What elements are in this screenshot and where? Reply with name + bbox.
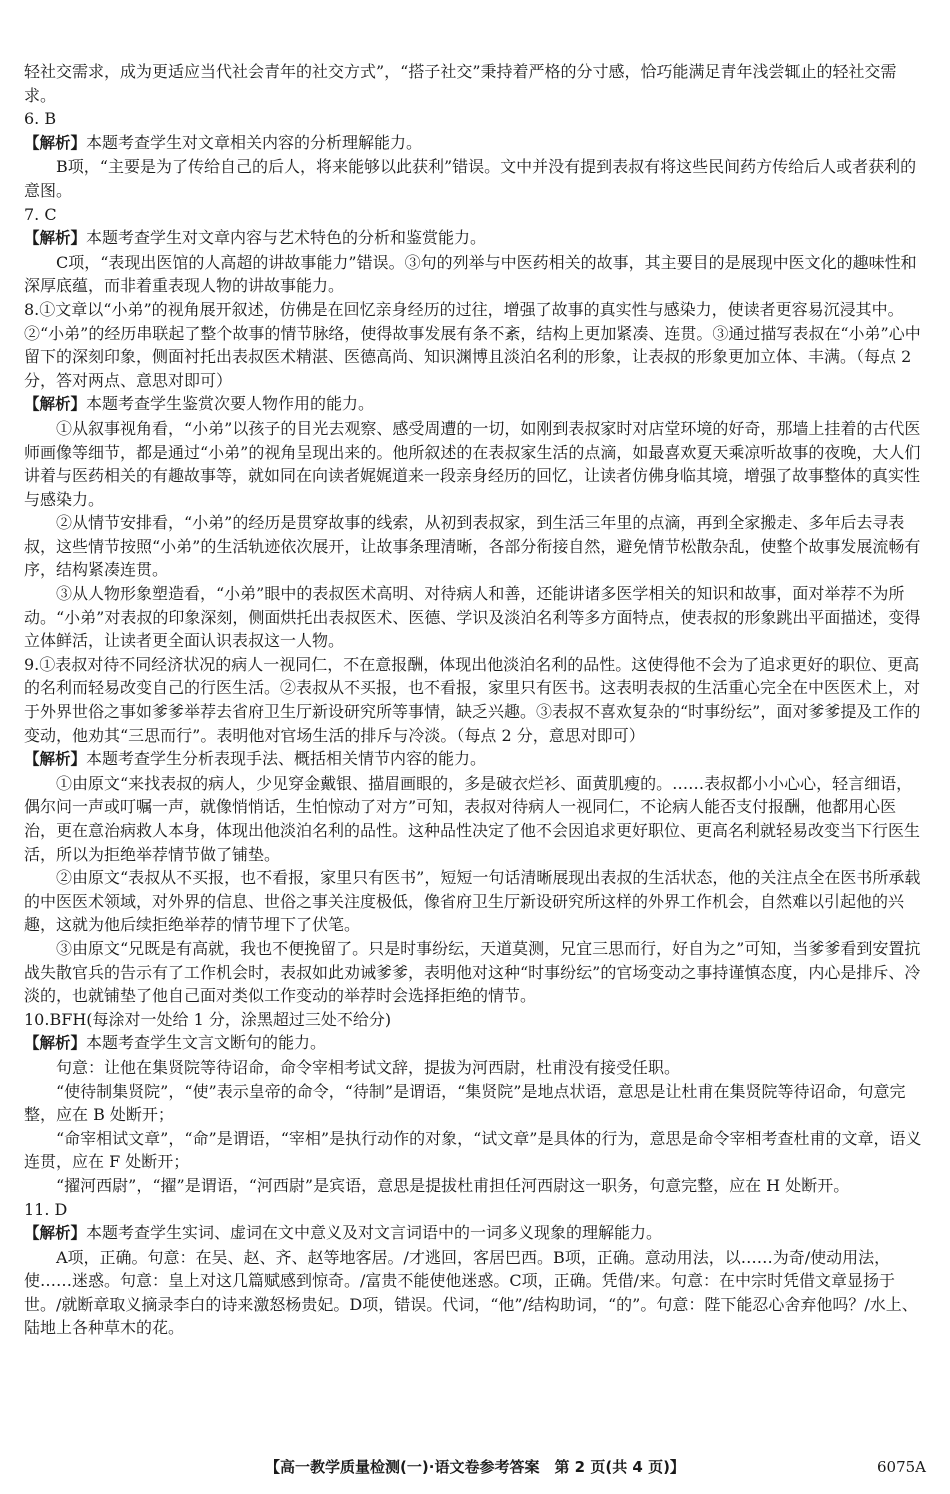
analysis-paragraph: B项，“主要是为了传给自己的后人，将来能够以此获利”错误。文中并没有提到表叔有将这些民间药方传给后人或者获利的意图。 xyxy=(24,157,917,200)
footer-code: 6075A xyxy=(876,1458,926,1476)
footer-title: 【高一教学质量检测(一)·语文卷参考答案 第 2 页(共 4 页)】 xyxy=(265,1458,685,1476)
analysis-paragraph: C项，“表现出医馆的人高超的讲故事能力”错误。③句的列举与中医药相关的故事，其主要目的是展现中医文化的趣味性和深厚底蕴，而非着重表现人物的讲故事能力。 xyxy=(24,252,917,296)
analysis-paragraph: A项，正确。句意：在吴、赵、齐、赵等地客居。/才逃回，客居巴西。B项，正确。意动用法，以……为奇/使动用法，使……迷惑。句意：皇上对这几篇赋感到惊奇。/富贵不能使他迷惑。C项，正确。凭借/来。句意：在中宗时凭借文章显扬于世。/就断章取义摘录李白的诗来激怒杨贵妃。D项，错误。代词，“他”/结构助词，“的”。句意：陛下能忍心舍弃他吗？/水上、陆地上各种草木的花。 xyxy=(24,1247,918,1338)
analysis-paragraph: “使待制集贤院”，“使”表示皇帝的命令，“待制”是谓语，“集贤院”是地点状语，意思是让杜甫在集贤院等待诏命，句意完整，应在 B 处断开； xyxy=(24,1081,906,1125)
analysis-label: 【解析】 xyxy=(24,133,87,152)
analysis-intro xyxy=(24,226,928,251)
analysis-paragraph: ③从人物形象塑造看，“小弟”眼中的表叔医术高明、对待病人和善，还能讲诸多医学相关的知识和故事，面对举荐不为所动。“小弟”对表叔的印象深刻，侧面烘托出表叔医术、医德、学识及淡泊名利等多方面特点，使表叔的形象跳出平面描述，变得立体鲜活，让读者更全面认识表叔这一人物。 xyxy=(24,584,921,651)
question-6 xyxy=(24,107,928,202)
answer-paragraph xyxy=(24,298,928,392)
analysis-text: 本题考查学生对文章相关内容的分析理解能力。 xyxy=(86,132,423,152)
question-number: 8. xyxy=(24,299,40,319)
analysis-intro xyxy=(24,131,928,156)
analysis-paragraph: ②由原文“表叔从不买报，也不看报，家里只有医书”，短短一句话清晰展现出表叔的生活状态，他的关注点全在医书所承载的中医医术领域，对外界的信息、世俗之事关注度极低，像省府卫生厅新设研究所这样的外界工作机会，自然难以引起他的兴趣，这就为他后续拒绝举荐的情节埋下了伏笔。 xyxy=(24,868,921,935)
question-number: 6. B xyxy=(24,109,57,129)
question-number: 9. xyxy=(24,654,40,674)
question-8 xyxy=(24,298,928,653)
analysis-text: 本题考查学生鉴赏次要人物作用的能力。 xyxy=(86,394,375,414)
analysis-text: 本题考查学生实词、虚词在文中意义及对文言词语中的一词多义现象的理解能力。 xyxy=(86,1223,663,1243)
page-footer xyxy=(0,1456,950,1480)
answer-paragraph xyxy=(24,653,928,747)
analysis-label: 【解析】 xyxy=(24,750,87,769)
analysis-paragraph: “擢河西尉”，“擢”是谓语，“河西尉”是宾语，意思是提拔杜甫担任河西尉这一职务，句意完整，应在 H 处断开。 xyxy=(56,1175,850,1195)
question-9 xyxy=(24,653,928,1008)
analysis-paragraph: ①由原文“来找表叔的病人，少见穿金戴银、描眉画眼的，多是破衣烂衫、面黄肌瘦的。……表叔都小小心心，轻言细语，偶尔问一声或叮嘱一声，就像悄悄话，生怕惊动了对方”可知，表叔对待病人一视同仁，不论病人能否支付报酬，他都用心医治，更在意治病救人本身，体现出他淡泊名利的品性。这种品性决定了他不会因追求更好职位、更高名利就轻易改变当下行医生活，所以为拒绝举荐情节做了铺垫。 xyxy=(24,773,921,864)
analysis-paragraph: ③由原文“兄既是有高就，我也不便挽留了。只是时事纷纭，天道莫测，兄宜三思而行，好自为之”可知，当爹爹看到安置抗战失散官兵的告示有了工作机会时，表叔如此劝诫爹爹，表明他对这种“时事纷纭”的官场变动之事持谨慎态度，内心是排斥、冷淡的，也就铺垫了他自己面对类似工作变动的举荐时会选择拒绝的情节。 xyxy=(24,938,921,1006)
analysis-intro xyxy=(24,1221,928,1246)
analysis-intro xyxy=(24,1031,928,1056)
analysis-text: 本题考查学生对文章内容与艺术特色的分析和鉴赏能力。 xyxy=(86,228,487,248)
answer-paragraph xyxy=(24,1008,928,1032)
question-10 xyxy=(24,1008,928,1198)
answer-text: BFH(每涂对一处给 1 分，涂黑超过三处不给分) xyxy=(49,1009,392,1029)
question-number: 10. xyxy=(24,1009,50,1029)
analysis-text: 本题考查学生文言文断句的能力。 xyxy=(86,1033,327,1053)
question-11 xyxy=(24,1198,928,1341)
analysis-paragraph: 句意：让他在集贤院等待诏命，命令宰相考试文辞，提拔为河西尉，杜甫没有接受任职。 xyxy=(56,1057,681,1077)
question-number: 11. D xyxy=(24,1199,68,1219)
analysis-paragraph: ①从叙事视角看，“小弟”以孩子的目光去观察、感受周遭的一切，如刚到表叔家时对店堂环境的好奇，那墙上挂着的古代医师画像等细节，都是通过“小弟”的视角呈现出来的。他所叙述的在表叔家生活的点滴，如最喜欢夏天乘凉听故事的夜晚，大人们讲着与医药相关的有趣故事等，就如同在向读者娓娓道来一段亲身经历的回忆，让读者仿佛身临其境，增强了故事整体的真实性与感染力。 xyxy=(24,418,921,509)
analysis-intro xyxy=(24,392,928,417)
analysis-label: 【解析】 xyxy=(24,1224,87,1243)
analysis-label: 【解析】 xyxy=(24,229,87,248)
answer-text: ①表叔对待不同经济状况的病人一视同仁，不在意报酬，体现出他淡泊名利的品性。这使得他不会为了追求更好的职位、更高的名利而轻易改变自己的行医生活。②表叔从不买报，也不看报，家里只有医书。这表明表叔的生活重心完全在中医医术上，对于外界世俗之事如爹爹举荐去省府卫生厅新设研究所等事情，缺乏兴趣。③表叔不喜欢复杂的“时事纷纭”，面对爹爹提及工作的变动，他劝其“三思而行”。表明他对官场生活的排斥与冷淡。（每点 2 分，意思对即可） xyxy=(24,654,921,745)
analysis-intro xyxy=(24,747,928,772)
question-7 xyxy=(24,203,928,298)
question-number: 7. C xyxy=(24,204,57,224)
analysis-label: 【解析】 xyxy=(24,395,87,414)
analysis-paragraph: ②从情节安排看，“小弟”的经历是贯穿故事的线索，从初到表叔家，到生活三年里的点滴，再到全家搬走、多年后去寻表叔，这些情节按照“小弟”的生活轨迹依次展开，让故事条理清晰，各部分衔接自然，避免情节松散杂乱，使整个故事发展流畅有序，结构紧凑连贯。 xyxy=(24,513,921,580)
analysis-label: 【解析】 xyxy=(24,1034,87,1053)
analysis-paragraph: “命宰相试文章”，“命”是谓语，“宰相”是执行动作的对象，“试文章”是具体的行为，意思是命令宰相考查杜甫的文章，语义连贯，应在 F 处断开； xyxy=(24,1128,922,1172)
analysis-text: 本题考查学生分析表现手法、概括相关情节内容的能力。 xyxy=(86,749,487,769)
answer-text: ①文章以“小弟”的视角展开叙述，仿佛是在回忆亲身经历的过往，增强了故事的真实性与感染力，使读者更容易沉浸其中。②“小弟”的经历串联起了整个故事的情节脉络，使得故事发展有条不紊，结构上更加紧凑、连贯。③通过描写表叔在“小弟”心中留下的深刻印象，侧面衬托出表叔医术精湛、医德高尚、知识渊博且淡泊名利的形象，让表叔的形象更加立体、丰满。（每点 2 分，答对两点、意思对即可） xyxy=(24,299,921,390)
intro-paragraph: 轻社交需求，成为更适应当代社会青年的社交方式”，“搭子社交”秉持着严格的分寸感，恰巧能满足青年浅尝辄止的轻社交需求。 xyxy=(24,62,897,105)
